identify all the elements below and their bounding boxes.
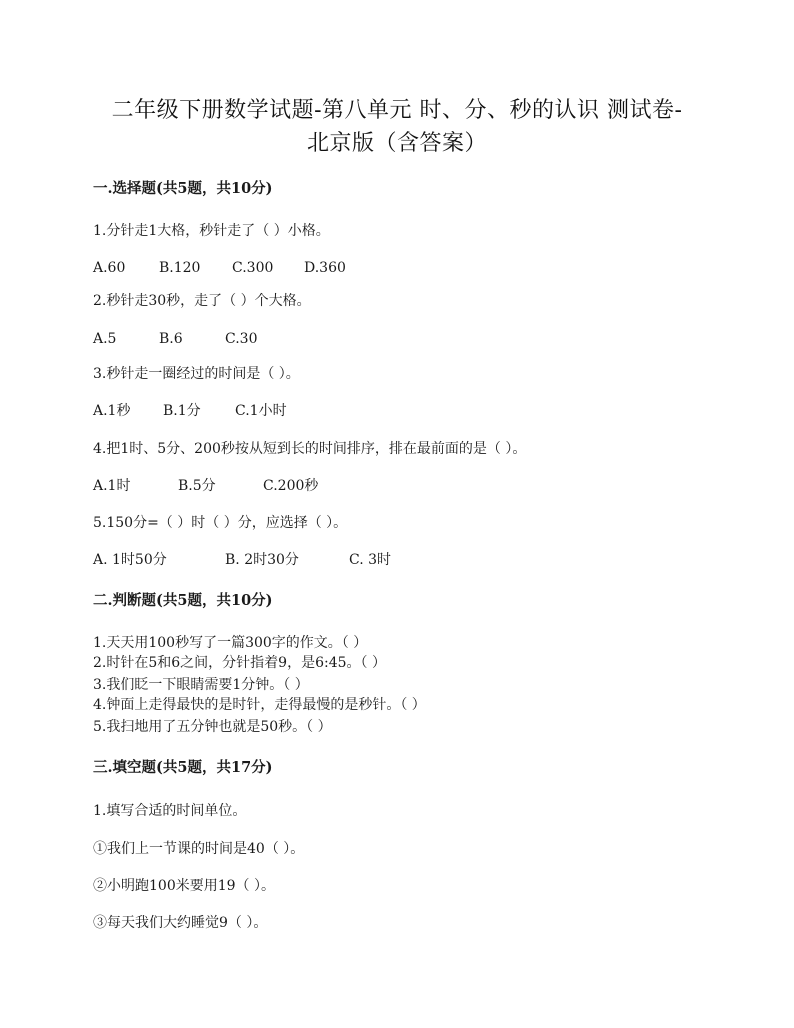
option-c: C.300 xyxy=(232,260,274,276)
fill-sub-item: ②小明跑100米要用19（ ）。 xyxy=(93,878,275,894)
question-1-4-options xyxy=(93,476,318,496)
judge-item: 2.时针在5和6之间，分针指着9，是6:45。（ ） xyxy=(93,655,386,671)
fill-sub-item: ①我们上一节课的时间是40（ ）。 xyxy=(93,841,305,857)
option-b: B.5分 xyxy=(178,478,216,494)
option-a: A.5 xyxy=(93,331,117,347)
option-c: C.30 xyxy=(225,331,258,347)
option-b: B.120 xyxy=(159,260,201,276)
option-c: C.1小时 xyxy=(235,403,287,419)
option-c: C. 3时 xyxy=(349,552,392,568)
section-heading-fill: 三.填空题(共5题，共17分) xyxy=(93,759,273,776)
title-line-1: 二年级下册数学试题-第八单元 时、分、秒的认识 测试卷- xyxy=(111,98,683,123)
option-b: B. 2时30分 xyxy=(225,552,299,568)
option-d: D.360 xyxy=(304,260,346,276)
option-a: A.60 xyxy=(93,260,126,276)
section-heading-choice: 一.选择题(共5题，共10分) xyxy=(93,180,273,197)
option-a: A.1时 xyxy=(93,478,131,494)
question-1-3: 3.秒针走一圈经过的时间是（ ）。 xyxy=(93,366,300,382)
question-1-1: 1.分针走1大格，秒针走了（ ）小格。 xyxy=(93,223,330,239)
judge-item: 1.天天用100秒写了一篇300字的作文。（ ） xyxy=(93,635,368,651)
fill-question-1: 1.填写合适的时间单位。 xyxy=(93,803,247,819)
question-1-5-options xyxy=(93,550,391,570)
question-1-2: 2.秒针走30秒，走了（ ）个大格。 xyxy=(93,293,311,309)
question-1-2-options xyxy=(93,329,257,349)
question-1-5: 5.150分=（ ）时（ ）分，应选择（ ）。 xyxy=(93,515,348,531)
option-a: A. 1时50分 xyxy=(93,552,167,568)
question-1-1-options xyxy=(93,258,346,278)
judge-item: 3.我们眨一下眼睛需要1分钟。（ ） xyxy=(93,677,309,693)
fill-sub-item: ③每天我们大约睡觉9（ ）。 xyxy=(93,915,268,931)
judge-item: 4.钟面上走得最快的是时针，走得最慢的是秒针。（ ） xyxy=(93,697,426,713)
question-1-3-options xyxy=(93,401,287,421)
option-c: C.200秒 xyxy=(263,478,319,494)
judge-item: 5.我扫地用了五分钟也就是50秒。（ ） xyxy=(93,719,332,735)
title-line-2: 北京版（含答案） xyxy=(306,131,487,156)
option-b: B.1分 xyxy=(163,403,201,419)
section-heading-judge: 二.判断题(共5题，共10分) xyxy=(93,592,273,609)
option-b: B.6 xyxy=(159,331,183,347)
option-a: A.1秒 xyxy=(93,403,131,419)
question-1-4: 4.把1时、5分、200秒按从短到长的时间排序，排在最前面的是（ ）。 xyxy=(93,441,527,457)
